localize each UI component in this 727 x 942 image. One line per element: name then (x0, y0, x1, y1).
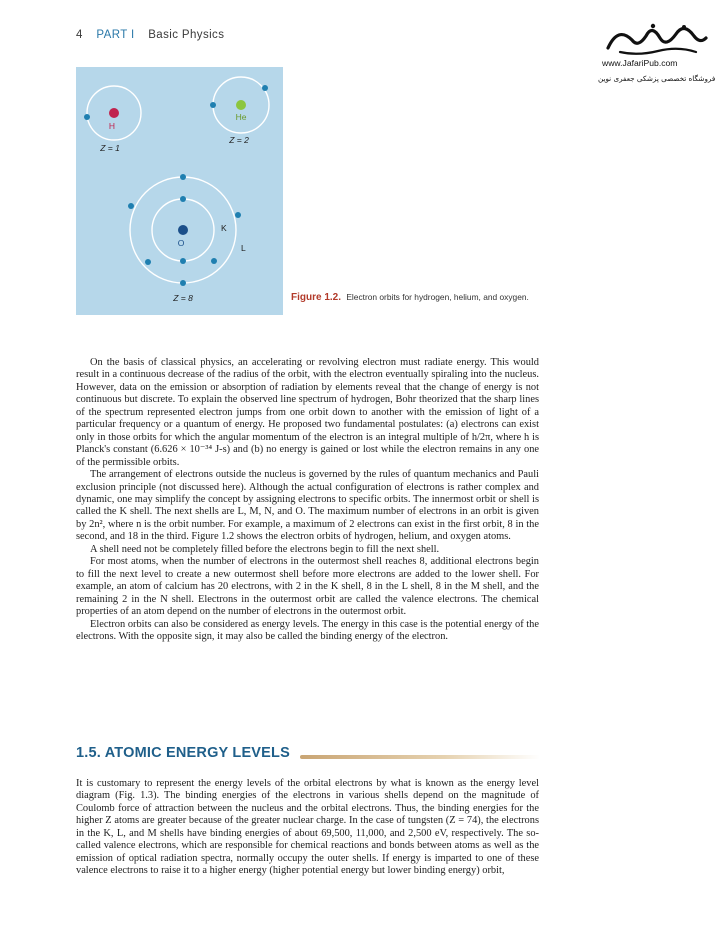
paragraph: On the basis of classical physics, an accelerating or revolving electron must radiate energy. This would result in a continuous decrease of the radius of the orbit, with the electron eventually spiraling into the nucleus. However, data on the emission or absorption of radiation by elements reveal that the change of energy is not continuous but discrete. To explain the observed line spectrum of hydrogen, Bohr theorized that the sharp lines of the spectrum represented electron jumps from one orbit down to another with the emission of light of a particular frequency or a quantum of energy. He proposed two fundamental postulates: (a) electrons can exist only in those orbits for which the angular momentum of the electron is an integral multiple of h/2π, where h is Planck's constant (6.626 × 10⁻³⁴ J-s) and (b) no energy is gained or lost while the electron remains in any one of the permissible orbits. (76, 357, 539, 468)
oxygen-l-electron (128, 203, 134, 209)
paragraph: A shell need not be completely filled before the electrons begin to fill the next shell. (90, 543, 440, 555)
oxygen-nucleus (178, 225, 188, 235)
oxygen-l-electron (180, 174, 186, 180)
figure-electron-orbits (76, 67, 283, 315)
caption-label: Figure 1.2. (291, 292, 342, 303)
section-title: ATOMIC ENERGY LEVELS (104, 745, 290, 761)
publisher-tagline: فروشگاه تخصصی پزشکی جعفری نوین (598, 74, 716, 83)
publisher-logo (598, 18, 716, 92)
paragraph: For most atoms, when the number of electrons in the outermost shell reaches 8, additional electrons begin to fill the next level to create a new outermost shell before more electrons are added to the lower shell. For example, an atom of calcium has 20 electrons, with 2 in the K shell, 8 in the L shell, 8 in the M shell, and the remaining 2 in the N shell. Electrons in the outermost orbit are called the valence electrons. The chemical properties of an atom depend on the number of electrons in the outermost orbit. (76, 556, 539, 618)
l-shell-label: L (241, 243, 246, 253)
running-header (76, 29, 224, 41)
section-heading (76, 745, 290, 761)
oxygen-k-electron (180, 196, 186, 202)
oxygen-l-electron (145, 259, 151, 265)
helium-nucleus (236, 100, 246, 110)
helium-label: He (235, 112, 247, 122)
part-label: PART I (96, 29, 135, 41)
paragraph: Electron orbits can also be considered as energy levels. The energy in this case is the potential energy of the electrons. With the opposite sign, it may also be called the binding energy of the electron. (76, 618, 539, 642)
hydrogen-nucleus (109, 108, 119, 118)
body-text-bottom (76, 778, 539, 878)
hydrogen-electron (84, 114, 90, 120)
helium-electron (210, 102, 216, 108)
oxygen-label: O (177, 238, 185, 248)
section-rule (300, 755, 540, 759)
z2-label: Z = 2 (229, 135, 249, 145)
k-shell-label: K (221, 223, 227, 233)
paragraph: It is customary to represent the energy levels of the orbital electrons by what is known as the energy level diagram (Fig. 1.3). The binding energies of the electrons in various shells depend on the magnitude of Coulomb force of attraction between the nucleus and the orbital electrons. Thus, the binding energies for the higher Z atoms are greater because of the greater nuclear charge. In the case of tungsten (Z = 74), the electrons in the K, L, and M shells have binding energies of about 69,500, 11,000, and 2,500 eV, respectively. The so-called valence electrons, which are responsible for chemical reactions and bonds between atoms as well as the emission of optical radiation spectra, normally occupy the outer shells. If energy is imparted to one of these valence electrons to raise it to a higher energy (higher potential energy but lower binding energy) orbit, (76, 778, 539, 877)
oxygen-k-electron (180, 258, 186, 264)
body-text-top (76, 357, 539, 643)
orbit-diagram (76, 67, 283, 315)
publisher-url: www.JafariPub.com (602, 58, 678, 68)
figure-caption (291, 291, 531, 304)
oxygen-l-electron (235, 212, 241, 218)
oxygen-l-electron (180, 280, 186, 286)
hydrogen-label: H (108, 121, 116, 131)
caption-text: Electron orbits for hydrogen, helium, and oxygen. (346, 292, 529, 302)
oxygen-l-electron (211, 258, 217, 264)
z1-label: Z = 1 (100, 143, 120, 153)
helium-electron (262, 85, 268, 91)
paragraph: The arrangement of electrons outside the nucleus is governed by the rules of quantum mechanics and Pauli exclusion principle (not discussed here). Although the actual configuration of electrons is rather complex and dynamic, one may simplify the concept by assigning electrons to specific orbits. The innermost orbit or shell is called the K shell. The next shells are L, M, N, and O. The maximum number of electrons in an orbit is given by 2n², where n is the orbit number. For example, a maximum of 2 electrons can exist in the first orbit, 8 in the second, and 18 in the third. Figure 1.2 shows the electron orbits of hydrogen, helium, and oxygen atoms. (76, 469, 539, 543)
calligraphy-logo-icon (598, 18, 710, 58)
z8-label: Z = 8 (173, 293, 193, 303)
section-number: 1.5. (76, 745, 101, 761)
page-number: 4 (76, 29, 83, 41)
part-title: Basic Physics (148, 29, 225, 41)
